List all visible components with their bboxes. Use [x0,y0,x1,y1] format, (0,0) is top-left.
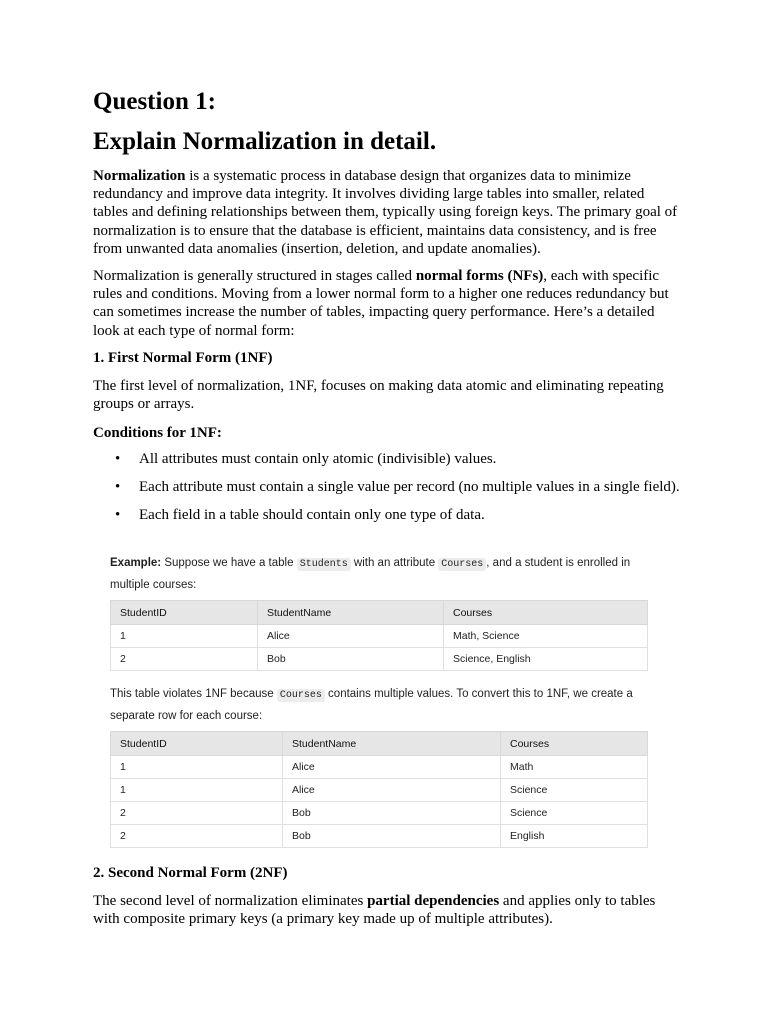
table-cell: Alice [283,779,501,802]
table-cell: Math, Science [444,625,648,648]
table-cell: Alice [258,625,444,648]
table-cell: Alice [283,756,501,779]
table-cell: Bob [283,825,501,848]
list-item [93,478,683,496]
code-students: Students [297,558,351,571]
second-nf-bold: partial dependencies [367,893,500,909]
violation-text-2: contains multiple values. To convert this to 1NF, we create a separate row for each course: [110,688,633,722]
table-header-row [111,732,648,756]
table-cell: 2 [111,648,258,671]
second-nf-text-after: and applies only to tables with composite primary keys (a primary key made up of multiple attributes). [93,893,656,928]
table-cell: Bob [258,648,444,671]
column-header: Courses [444,601,648,625]
code-courses-inline: Courses [277,689,325,702]
table-cell: Bob [283,802,501,825]
table-cell: English [501,825,648,848]
second-nf-text-before: The second level of normalization eliminates [93,893,368,909]
table-cell: 1 [111,779,283,802]
column-header: StudentID [111,732,283,756]
table-row [111,756,648,779]
stages-paragraph [93,267,683,340]
bullet-glyph: • [115,478,121,495]
example-text-1: Suppose we have a table [161,557,297,569]
table-row [111,779,648,802]
first-nf-description: The first level of normalization, 1NF, focuses on making data atomic and eliminating repeating groups or arrays. [93,378,664,413]
column-header: StudentName [258,601,444,625]
table-cell: Science [501,779,648,802]
second-nf-paragraph [93,892,683,928]
table-cell: 2 [111,825,283,848]
example-paragraph [110,553,655,596]
intro-text: is a systematic process in database design that organizes data to minimize redundancy and improve data integrity. It involves dividing large tables into smaller, related tables and defining relationships between them, typically using foreign keys. The primary goal of normalization is to ensure that the database is efficient, maintains data consistency, and is free from unwanted data anomalies (insertion, deletion, and update anomalies). [93,168,678,257]
table-row [111,825,648,848]
table-header-row [111,601,648,625]
violation-paragraph [110,684,655,727]
stages-text-before: Normalization is generally structured in stages called [93,268,416,284]
table-cell: Science, English [444,648,648,671]
first-nf-heading: 1. First Normal Form (1NF) [93,350,273,366]
example-text-2: with an attribute [350,557,439,569]
question-label: Question 1: [93,88,216,115]
example-text-3: , and a student is enrolled in multiple courses: [110,557,631,591]
list-item [93,450,683,468]
table-row [111,802,648,825]
stages-text-after: , each with specific rules and conditions. Moving from a lower normal form to a higher one reduces redundancy but can sometimes increase the number of tables, impacting query performance. Here’s a detailed look at each type of normal form: [93,268,669,339]
students-table-unnormalized [110,600,648,671]
students-table-1nf [110,731,648,848]
intro-bold-term: Normalization [93,168,186,184]
table-cell: 2 [111,802,283,825]
bullet-glyph: • [115,506,121,523]
conditions-heading: Conditions for 1NF: [93,425,222,441]
condition-text: Each field in a table should contain only one type of data. [139,506,485,523]
table-row [111,648,648,671]
column-header: Courses [501,732,648,756]
column-header: StudentID [111,601,258,625]
table-cell: Science [501,802,648,825]
table-cell: 1 [111,756,283,779]
table-row [111,625,648,648]
code-courses: Courses [438,558,486,571]
example-label: Example: [110,557,162,569]
list-item [93,506,683,524]
condition-text: All attributes must contain only atomic (indivisible) values. [139,451,497,467]
second-nf-heading: 2. Second Normal Form (2NF) [93,865,288,881]
violation-text-1: This table violates 1NF because [110,688,277,700]
condition-text: Each attribute must contain a single value per record (no multiple values in a single field). [139,478,680,495]
column-header: StudentName [283,732,501,756]
table-cell: 1 [111,625,258,648]
table-cell: Math [501,756,648,779]
bullet-glyph: • [115,451,121,467]
question-heading: Explain Normalization in detail. [93,128,437,155]
intro-paragraph [93,167,683,258]
stages-bold: normal forms (NFs) [415,268,544,284]
conditions-list [93,450,683,533]
